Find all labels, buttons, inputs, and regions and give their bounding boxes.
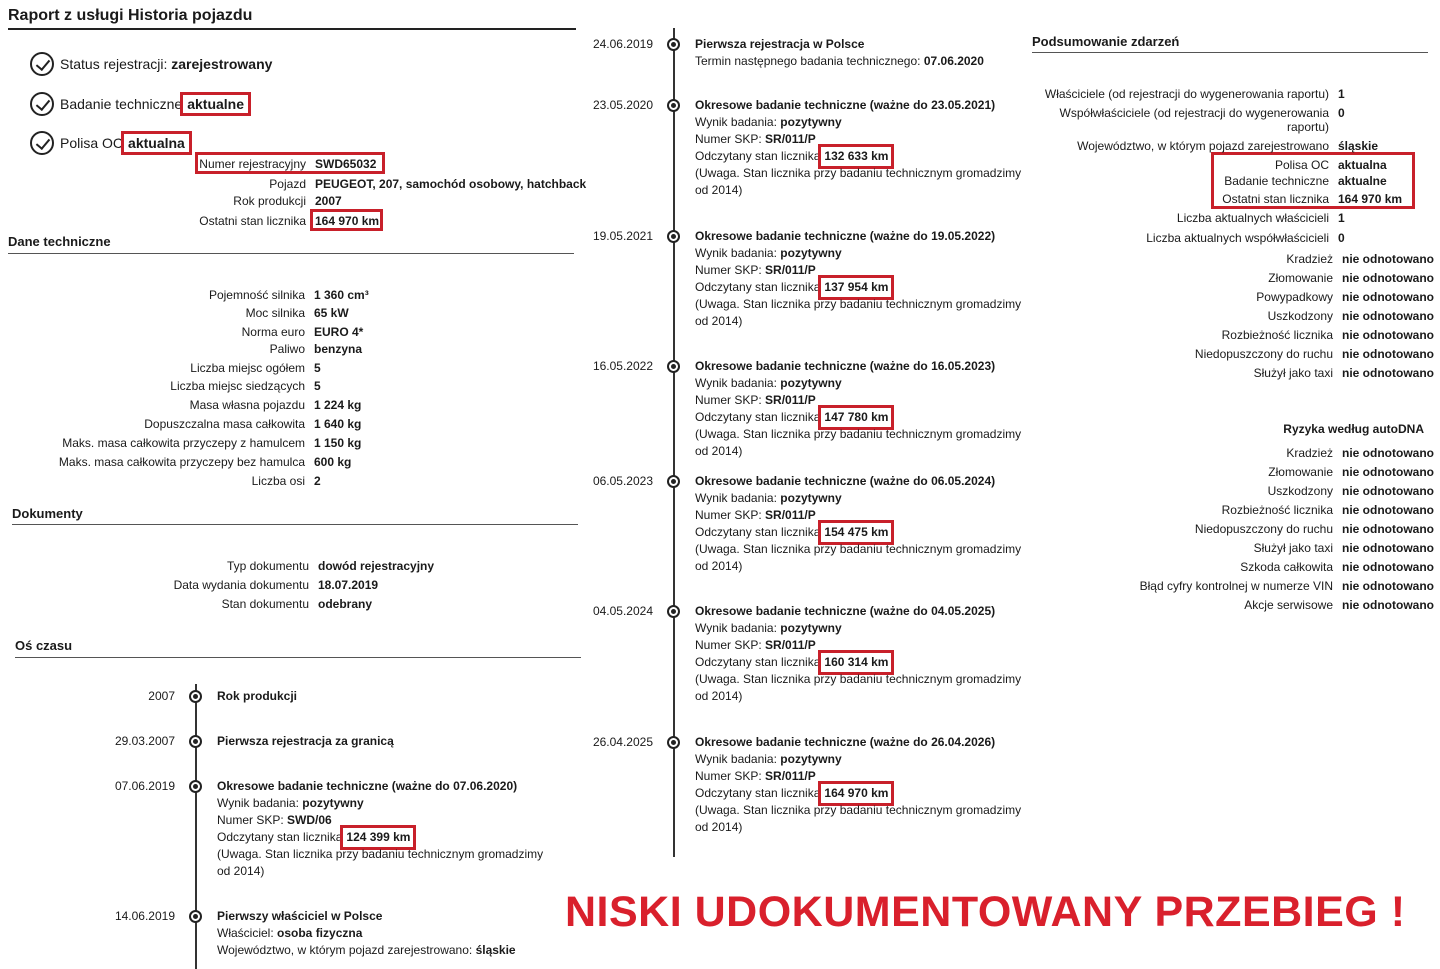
timeline-dot-icon — [189, 780, 202, 793]
odometer-reading — [695, 654, 1025, 671]
risk-row-key: Służył jako taxi — [1253, 541, 1333, 555]
odometer-reading-label: Odczytany stan licznika — [217, 830, 343, 844]
status-label: Status rejestracji: — [60, 56, 168, 72]
timeline-entry-title: Pierwsza rejestracja za granicą — [217, 734, 394, 748]
inspection-result-value: pozytywny — [780, 491, 842, 505]
timeline-date: 29.03.2007 — [114, 734, 175, 748]
tech-row-value: 1 150 kg — [314, 436, 362, 450]
risk-row-key: Niedopuszczony do ruchu — [1194, 522, 1333, 536]
risk-row-key: Błąd cyfry kontrolnej w numerze VIN — [1139, 579, 1333, 593]
summary-row-key: Właściciele (od rejestracji do wygenerowania raportu) — [1044, 87, 1329, 101]
timeline-date: 07.06.2019 — [114, 779, 175, 793]
inspection-station-label: Numer SKP: — [695, 263, 762, 277]
odometer-reading-value: 132 633 km — [824, 149, 889, 163]
risk-row-value: nie odnotowano — [1342, 446, 1434, 460]
odometer-reading-label: Odczytany stan licznika — [695, 280, 821, 294]
timeline-date: 04.05.2024 — [592, 604, 653, 618]
inspection-result-label: Wynik badania: — [695, 752, 777, 766]
status-value: aktualne — [184, 96, 247, 112]
timeline-entry-title: Okresowe badanie techniczne (ważne do 07.06.2020) — [217, 779, 518, 793]
timeline-detail-value: osoba fizyczna — [277, 926, 363, 940]
tech-row-value: 1 640 kg — [314, 417, 362, 431]
odometer-reading-value: 164 970 km — [824, 786, 889, 800]
inspection-result — [217, 795, 547, 812]
inspection-result — [695, 490, 1025, 507]
timeline-detail — [695, 53, 1025, 70]
status-insurance — [30, 131, 188, 155]
inspection-station-value: SWD/06 — [287, 813, 332, 827]
inspection-result — [695, 751, 1025, 768]
check-circle-icon — [30, 131, 54, 155]
summary-row-key: Liczba aktualnych współwłaścicieli — [1146, 231, 1329, 245]
title-divider — [8, 28, 576, 30]
inspection-result-label: Wynik badania: — [695, 376, 777, 390]
inspection-result-label: Wynik badania: — [695, 115, 777, 129]
risk-row-key: Akcje serwisowe — [1244, 598, 1333, 612]
summary-row-value: 0 — [1338, 106, 1345, 120]
timeline-entry-title: Okresowe badanie techniczne (ważne do 23.05.2021) — [695, 98, 996, 112]
inspection-result-value: pozytywny — [780, 752, 842, 766]
inspection-station-label: Numer SKP: — [695, 769, 762, 783]
tech-row-value: benzyna — [314, 342, 363, 356]
odometer-reading-label: Odczytany stan licznika — [695, 655, 821, 669]
summary-row-key: Województwo, w którym pojazd zarejestrowano — [1077, 139, 1329, 153]
odometer-reading — [695, 524, 1025, 541]
tech-row-key: Maks. masa całkowita przyczepy bez hamulca — [58, 455, 305, 469]
timeline-entry — [217, 733, 547, 750]
tech-row-value: 65 kW — [314, 306, 349, 320]
summary-row-value: 1 — [1338, 211, 1345, 225]
inspection-station — [695, 768, 1025, 785]
tech-divider — [8, 253, 574, 254]
inspection-station-value: SR/011/P — [765, 132, 816, 146]
event-row-value: nie odnotowano — [1342, 290, 1434, 304]
status-label: Polisa OC — [60, 135, 124, 151]
odometer-reading-label: Odczytany stan licznika — [695, 786, 821, 800]
risk-row-value: nie odnotowano — [1342, 465, 1434, 479]
summary-row-key: Liczba aktualnych właścicieli — [1176, 211, 1329, 225]
status-registration — [30, 52, 272, 76]
timeline-dot-icon — [667, 605, 680, 618]
tech-row-key: Liczba miejsc ogółem — [190, 361, 305, 375]
summary-row-value: śląskie — [1338, 139, 1379, 153]
timeline-dot-icon — [667, 736, 680, 749]
vehicle-row-value: SWD65032 — [315, 157, 377, 171]
event-row-key: Powypadkowy — [1256, 290, 1333, 304]
inspection-station — [695, 637, 1025, 654]
inspection-station — [695, 262, 1025, 279]
timeline-entry-title: Okresowe badanie techniczne (ważne do 06.05.2024) — [695, 474, 996, 488]
summary-row-value: aktualne — [1338, 174, 1387, 188]
inspection-station — [695, 131, 1025, 148]
summary-row-value: 164 970 km — [1338, 192, 1403, 206]
vehicle-row-value: PEUGEOT, 207, samochód osobowy, hatchback — [315, 177, 587, 191]
vehicle-row-value: 164 970 km — [315, 214, 380, 228]
timeline-detail-label: Właściciel: — [217, 926, 274, 940]
event-row-key: Kradzież — [1286, 252, 1333, 266]
timeline-detail-value: śląskie — [475, 943, 516, 957]
doc-row-value: dowód rejestracyjny — [318, 559, 435, 573]
inspection-result-value: pozytywny — [780, 376, 842, 390]
inspection-result — [695, 245, 1025, 262]
inspection-station-value: SR/011/P — [765, 769, 816, 783]
inspection-result-label: Wynik badania: — [695, 246, 777, 260]
odometer-reading — [695, 785, 1025, 802]
tech-row-value: 2 — [314, 474, 321, 488]
event-row-key: Złomowanie — [1268, 271, 1333, 285]
inspection-station-label: Numer SKP: — [695, 638, 762, 652]
timeline-entry-title: Pierwsza rejestracja w Polsce — [695, 37, 865, 51]
timeline-entry — [695, 358, 1025, 460]
inspection-result-value: pozytywny — [780, 246, 842, 260]
tech-row-value: 5 — [314, 361, 321, 375]
timeline-entry — [217, 908, 547, 959]
summary-row-key: Ostatni stan licznika — [1222, 192, 1329, 206]
risk-row-value: nie odnotowano — [1342, 579, 1434, 593]
summary-row-value: aktualna — [1338, 158, 1387, 172]
timeline-entry — [695, 473, 1025, 575]
timeline-entry — [695, 603, 1025, 705]
event-row-value: nie odnotowano — [1342, 271, 1434, 285]
timeline-date: 19.05.2021 — [592, 229, 653, 243]
timeline-detail-value: 07.06.2020 — [923, 54, 984, 68]
timeline-detail — [217, 942, 547, 959]
timeline-entry-title: Okresowe badanie techniczne (ważne do 04.05.2025) — [695, 604, 996, 618]
odometer-reading-value: 137 954 km — [824, 280, 889, 294]
vehicle-row-key: Rok produkcji — [233, 194, 306, 208]
timeline-date: 24.06.2019 — [592, 37, 653, 51]
tech-row-key: Liczba osi — [251, 474, 305, 488]
tech-row-value: 1 360 cm³ — [314, 288, 369, 302]
summary-row-value: 0 — [1338, 231, 1345, 245]
tech-row-key: Moc silnika — [245, 306, 305, 320]
inspection-result-value: pozytywny — [780, 115, 842, 129]
timeline-dot-icon — [667, 38, 680, 51]
summary-row-key: Współwłaściciele (od rejestracji do wygenerowania raportu) — [1059, 106, 1329, 134]
inspection-station-label: Numer SKP: — [217, 813, 284, 827]
timeline-date: 16.05.2022 — [592, 359, 653, 373]
timeline-date: 2007 — [148, 689, 175, 703]
odometer-note: (Uwaga. Stan licznika przy badaniu technicznym gromadzimy od 2014) — [695, 427, 1022, 458]
odometer-reading-value: 124 399 km — [346, 830, 411, 844]
timeline-detail-label: Województwo, w którym pojazd zarejestrowano: — [217, 943, 473, 957]
docs-section-title: Dokumenty — [12, 506, 83, 521]
timeline-entry — [695, 734, 1025, 836]
timeline-entry-title: Pierwszy właściciel w Polsce — [217, 909, 383, 923]
odometer-reading — [695, 148, 1025, 165]
event-row-value: nie odnotowano — [1342, 328, 1434, 342]
odometer-reading-label: Odczytany stan licznika — [695, 149, 821, 163]
risk-row-key: Szkoda całkowita — [1240, 560, 1333, 574]
timeline-dot-icon — [189, 735, 202, 748]
inspection-station-value: SR/011/P — [765, 638, 816, 652]
vehicle-row-key: Pojazd — [269, 177, 306, 191]
vehicle-row-key: Numer rejestracyjny — [199, 157, 306, 171]
low-mileage-banner: NISKI UDOKUMENTOWANY PRZEBIEG ! — [565, 888, 1406, 936]
timeline-dot-icon — [667, 475, 680, 488]
tech-row-key: Liczba miejsc siedzących — [170, 379, 305, 393]
risk-row-value: nie odnotowano — [1342, 484, 1434, 498]
odometer-reading-label: Odczytany stan licznika — [695, 410, 821, 424]
odometer-reading-value: 147 780 km — [824, 410, 889, 424]
event-row-key: Niedopuszczony do ruchu — [1194, 347, 1333, 361]
risk-row-value: nie odnotowano — [1342, 598, 1434, 612]
timeline-detail — [217, 925, 547, 942]
tech-row-value: 1 224 kg — [314, 398, 362, 412]
summary-row-key: Polisa OC — [1274, 158, 1329, 172]
tech-row-value: 600 kg — [314, 455, 352, 469]
summary-section-title: Podsumowanie zdarzeń — [1032, 34, 1180, 49]
status-inspection — [30, 92, 247, 116]
doc-row-key: Typ dokumentu — [226, 559, 309, 573]
inspection-result — [695, 620, 1025, 637]
tech-row-value: EURO 4* — [314, 325, 364, 339]
timeline-entry — [695, 97, 1025, 199]
inspection-result-label: Wynik badania: — [695, 491, 777, 505]
inspection-station — [695, 507, 1025, 524]
inspection-result-label: Wynik badania: — [695, 621, 777, 635]
event-row-value: nie odnotowano — [1342, 309, 1434, 323]
status-value: zarejestrowany — [171, 56, 273, 72]
timeline-dot-icon — [667, 360, 680, 373]
report-title: Raport z usługi Historia pojazdu — [8, 7, 253, 24]
odometer-reading — [217, 829, 547, 846]
inspection-result-value: pozytywny — [780, 621, 842, 635]
timeline-entry-title: Okresowe badanie techniczne (ważne do 19.05.2022) — [695, 229, 996, 243]
timeline-divider — [15, 657, 581, 658]
odometer-note: (Uwaga. Stan licznika przy badaniu technicznym gromadzimy od 2014) — [695, 542, 1022, 573]
doc-row-key: Data wydania dokumentu — [173, 578, 309, 592]
check-circle-icon — [30, 92, 54, 116]
inspection-station — [217, 812, 547, 829]
risk-row-key: Uszkodzony — [1267, 484, 1333, 498]
inspection-station-label: Numer SKP: — [695, 393, 762, 407]
odometer-note: (Uwaga. Stan licznika przy badaniu technicznym gromadzimy od 2014) — [695, 803, 1022, 834]
event-row-key: Rozbieżność licznika — [1221, 328, 1333, 342]
risk-row-value: nie odnotowano — [1342, 522, 1434, 536]
risk-row-value: nie odnotowano — [1342, 541, 1434, 555]
timeline-dot-icon — [189, 910, 202, 923]
vehicle-row-key: Ostatni stan licznika — [199, 214, 306, 228]
timeline-section-title: Oś czasu — [15, 638, 73, 653]
inspection-station-label: Numer SKP: — [695, 508, 762, 522]
timeline-line-left — [195, 684, 197, 969]
timeline-entry — [217, 778, 547, 880]
status-value: aktualna — [125, 135, 188, 151]
tech-row-value: 5 — [314, 379, 321, 393]
doc-row-value: 18.07.2019 — [318, 578, 379, 592]
risks-title: Ryzyka według autoDNA — [1283, 422, 1424, 436]
timeline-dot-icon — [667, 99, 680, 112]
inspection-result-label: Wynik badania: — [217, 796, 299, 810]
tech-row-key: Dopuszczalna masa całkowita — [144, 417, 305, 431]
summary-row-key: Badanie techniczne — [1224, 174, 1329, 188]
event-row-value: nie odnotowano — [1342, 347, 1434, 361]
event-row-value: nie odnotowano — [1342, 252, 1434, 266]
timeline-date: 23.05.2020 — [592, 98, 653, 112]
timeline-entry-title: Rok produkcji — [217, 689, 298, 703]
risk-row-key: Złomowanie — [1268, 465, 1333, 479]
inspection-result-value: pozytywny — [302, 796, 364, 810]
tech-row-key: Masa własna pojazdu — [189, 398, 305, 412]
inspection-station-value: SR/011/P — [765, 393, 816, 407]
timeline-entry — [695, 228, 1025, 330]
odometer-note: (Uwaga. Stan licznika przy badaniu technicznym gromadzimy od 2014) — [695, 166, 1022, 197]
vehicle-row-value: 2007 — [315, 194, 342, 208]
timeline-dot-icon — [189, 690, 202, 703]
tech-row-key: Norma euro — [241, 325, 305, 339]
inspection-station-label: Numer SKP: — [695, 132, 762, 146]
docs-divider — [12, 524, 578, 525]
risk-row-value: nie odnotowano — [1342, 503, 1434, 517]
inspection-station-value: SR/011/P — [765, 508, 816, 522]
timeline-line-middle — [673, 28, 675, 857]
timeline-date: 06.05.2023 — [592, 474, 653, 488]
event-row-key: Służył jako taxi — [1253, 366, 1333, 380]
summary-divider — [1032, 52, 1428, 53]
odometer-reading — [695, 409, 1025, 426]
doc-row-key: Stan dokumentu — [221, 597, 309, 611]
timeline-entry-title: Okresowe badanie techniczne (ważne do 16.05.2023) — [695, 359, 996, 373]
odometer-note: (Uwaga. Stan licznika przy badaniu technicznym gromadzimy od 2014) — [695, 672, 1022, 703]
tech-row-key: Maks. masa całkowita przyczepy z hamulcem — [62, 436, 305, 450]
event-row-value: nie odnotowano — [1342, 366, 1434, 380]
risk-row-value: nie odnotowano — [1342, 560, 1434, 574]
timeline-dot-icon — [667, 230, 680, 243]
event-row-key: Uszkodzony — [1267, 309, 1333, 323]
odometer-reading — [695, 279, 1025, 296]
inspection-result — [695, 375, 1025, 392]
timeline-entry — [695, 36, 1025, 70]
tech-row-key: Pojemność silnika — [208, 288, 305, 302]
timeline-entry-title: Okresowe badanie techniczne (ważne do 26.04.2026) — [695, 735, 996, 749]
risk-row-key: Rozbieżność licznika — [1221, 503, 1333, 517]
inspection-station-value: SR/011/P — [765, 263, 816, 277]
risk-row-key: Kradzież — [1286, 446, 1333, 460]
timeline-date: 14.06.2019 — [114, 909, 175, 923]
summary-row-value: 1 — [1338, 87, 1345, 101]
odometer-note: (Uwaga. Stan licznika przy badaniu technicznym gromadzimy od 2014) — [217, 847, 544, 878]
inspection-result — [695, 114, 1025, 131]
check-circle-icon — [30, 52, 54, 76]
timeline-entry — [217, 688, 547, 705]
timeline-date: 26.04.2025 — [592, 735, 653, 749]
status-label: Badanie techniczne — [60, 96, 183, 112]
odometer-reading-value: 154 475 km — [824, 525, 889, 539]
doc-row-value: odebrany — [318, 597, 373, 611]
tech-section-title: Dane techniczne — [8, 234, 111, 249]
odometer-reading-label: Odczytany stan licznika — [695, 525, 821, 539]
odometer-reading-value: 160 314 km — [824, 655, 889, 669]
timeline-detail-label: Termin następnego badania technicznego: — [695, 54, 921, 68]
inspection-station — [695, 392, 1025, 409]
odometer-note: (Uwaga. Stan licznika przy badaniu technicznym gromadzimy od 2014) — [695, 297, 1022, 328]
tech-row-key: Paliwo — [269, 342, 305, 356]
